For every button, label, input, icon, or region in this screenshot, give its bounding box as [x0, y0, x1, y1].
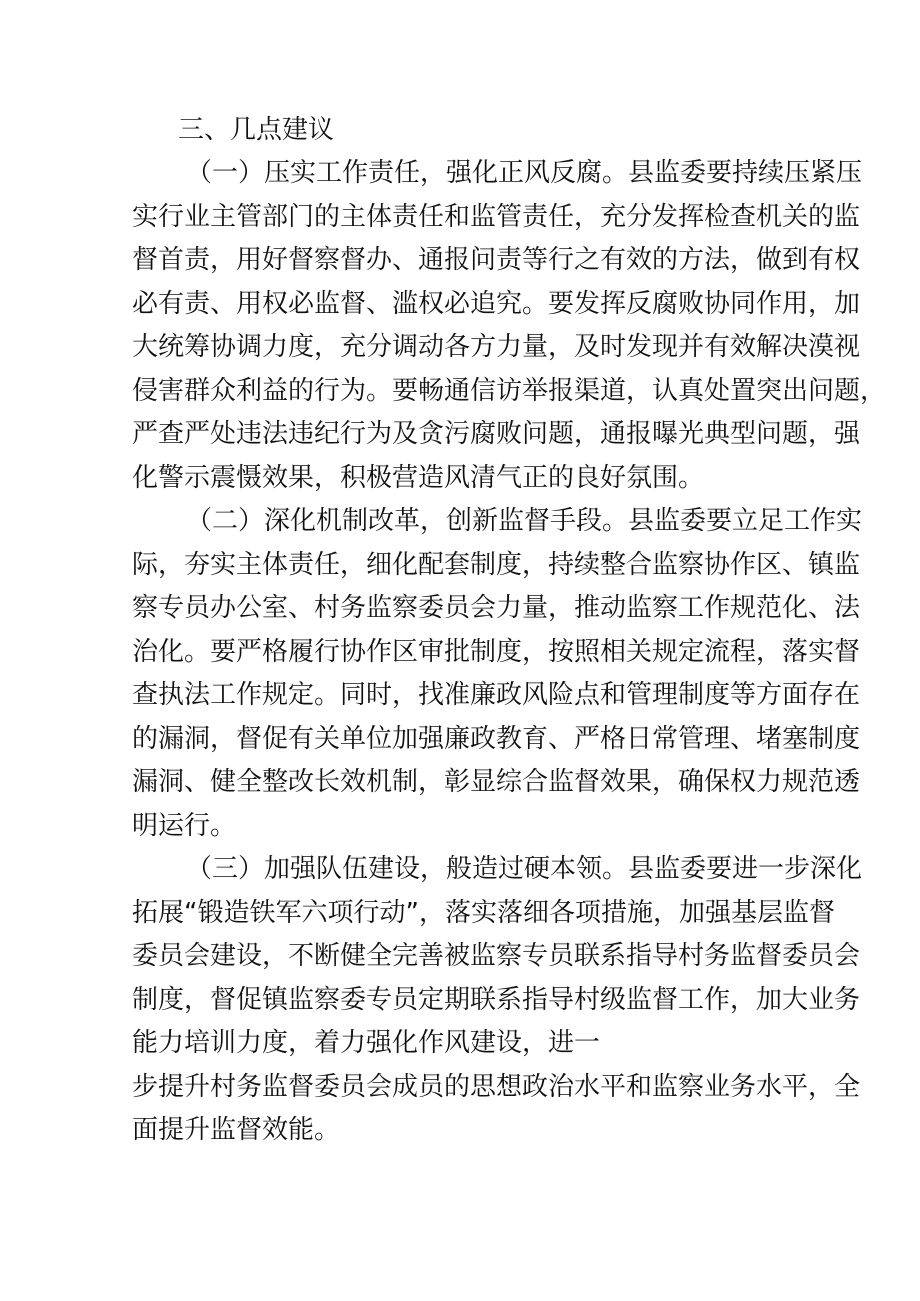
section-heading: 三、几点建议 — [178, 115, 335, 145]
paragraph-1-line-6: 侵害群众利益的行为。要畅通信访举报渠道，认真处置突出问题， — [132, 376, 887, 406]
paragraph-3-line-7: 面提升监督效能。 — [132, 1115, 341, 1145]
paragraph-1-line-1: （一）压实工作责任，强化正风反腐。县监委要持续压紧压 — [186, 158, 863, 188]
paragraph-1-line-5: 大统筹协调力度，充分调动各方力量，及时发现并有效解决漠视 — [132, 332, 861, 362]
paragraph-2-line-1: （二）深化机制改革，创新监督手段。县监委要立足工作实 — [186, 506, 863, 536]
paragraph-2-line-6: 的漏洞，督促有关单位加强廉政教育、严格日常管理、堵塞制度 — [132, 724, 861, 754]
paragraph-2-line-2: 际，夯实主体责任，细化配套制度，持续整合监察协作区、镇监 — [132, 550, 861, 580]
paragraph-3-line-4: 制度，督促镇监察委专员定期联系指导村级监督工作，加大业务 — [132, 985, 861, 1015]
paragraph-2-line-8: 明运行。 — [132, 811, 237, 841]
paragraph-2-line-5: 查执法工作规定。同时，找准廉政风险点和管理制度等方面存在 — [132, 680, 861, 710]
paragraph-1-line-7: 严查严处违法违纪行为及贪污腐败问题，通报曝光典型问题，强 — [132, 419, 861, 449]
paragraph-2-line-4: 治化。要严格履行协作区审批制度，按照相关规定流程，落实督 — [132, 637, 861, 667]
paragraph-3-line-3: 委员会建设，不断健全完善被监察专员联系指导村务监督委员会 — [132, 941, 861, 971]
paragraph-1-line-4: 必有责、用权必监督、滥权必追究。要发挥反腐败协同作用，加 — [132, 289, 861, 319]
paragraph-1-line-2: 实行业主管部门的主体责任和监管责任，充分发挥检查机关的监 — [132, 202, 861, 232]
paragraph-3-line-2: 拓展“锻造铁军六项行动”，落实落细各项措施，加强基层监督 — [132, 898, 835, 928]
paragraph-2-line-7: 漏洞、健全整改长效机制，彰显综合监督效果，确保权力规范透 — [132, 767, 861, 797]
paragraph-1-line-3: 督首责，用好督察督办、通报问责等行之有效的方法，做到有权 — [132, 245, 861, 275]
paragraph-3-line-6: 步提升村务监督委员会成员的思想政治水平和监察业务水平，全 — [132, 1072, 861, 1102]
paragraph-2-line-3: 察专员办公室、村务监察委员会力量，推动监察工作规范化、法 — [132, 593, 861, 623]
paragraph-1-line-8: 化警示震慑效果，积极营造风清气正的良好氛围。 — [132, 463, 705, 493]
paragraph-3-line-1: （三）加强队伍建设，般造过硬本领。县监委要进一步深化 — [186, 854, 863, 884]
paragraph-3-line-5: 能力培训力度，着力强化作风建设，进一 — [132, 1028, 601, 1058]
